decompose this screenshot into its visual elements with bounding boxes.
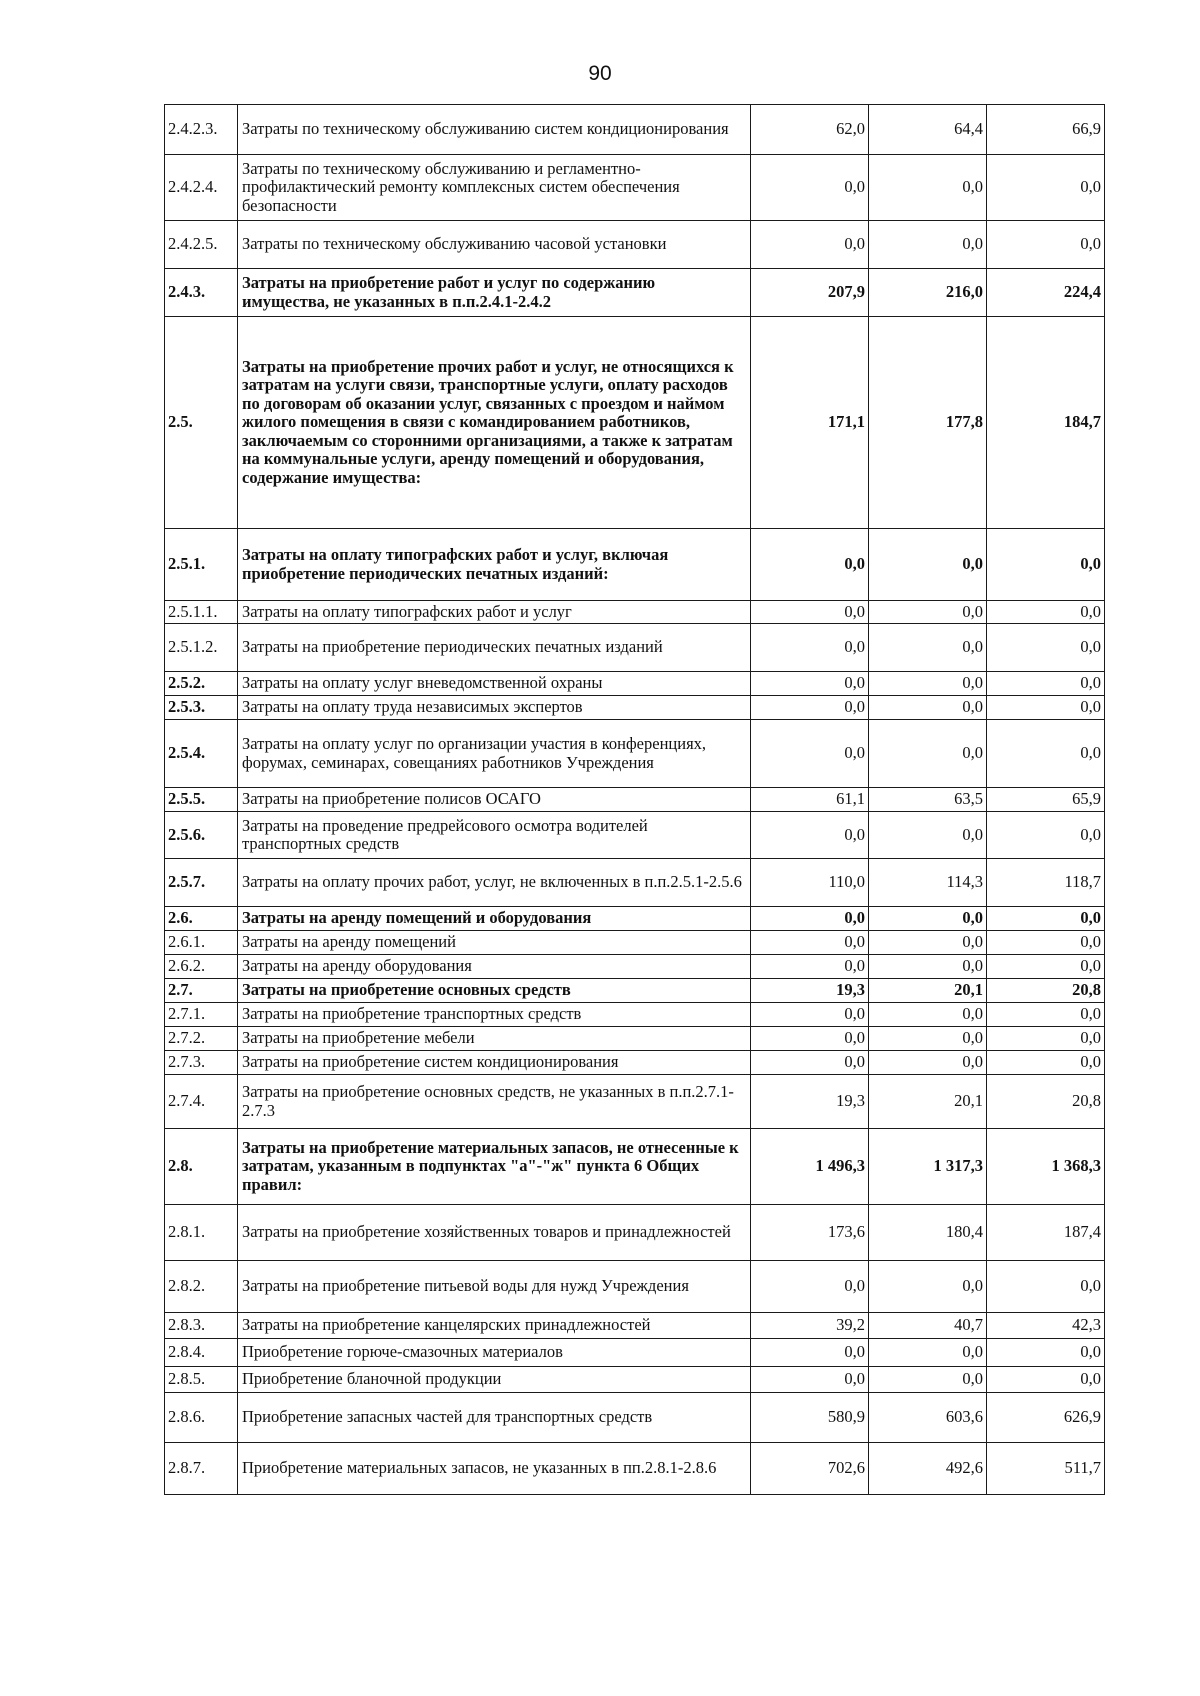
row-value-2: 0,0: [869, 955, 987, 979]
row-name: Затраты на оплату прочих работ, услуг, не включенных в п.п.2.5.1-2.5.6: [238, 859, 751, 907]
row-name: Затраты на аренду оборудования: [238, 955, 751, 979]
table-row: [165, 1443, 1105, 1495]
row-value-2: 603,6: [869, 1393, 987, 1443]
row-value-3: 66,9: [987, 105, 1105, 155]
row-value-3: 0,0: [987, 1339, 1105, 1367]
table-row: [165, 601, 1105, 624]
table-row: [165, 624, 1105, 672]
row-value-2: 0,0: [869, 1027, 987, 1051]
table-row: [165, 672, 1105, 696]
row-code: 2.5.7.: [165, 859, 238, 907]
row-value-3: 0,0: [987, 1003, 1105, 1027]
row-value-1: 0,0: [751, 1261, 869, 1313]
row-code: 2.8.: [165, 1129, 238, 1205]
row-code: 2.5.6.: [165, 812, 238, 859]
row-code: 2.7.2.: [165, 1027, 238, 1051]
row-value-1: 0,0: [751, 1339, 869, 1367]
row-code: 2.5.1.1.: [165, 601, 238, 624]
row-value-2: 0,0: [869, 1339, 987, 1367]
budget-table: [164, 104, 1105, 1495]
row-name: Затраты на оплату типографских работ и услуг, включая приобретение периодических печатных изданий:: [238, 529, 751, 601]
row-value-2: 114,3: [869, 859, 987, 907]
row-code: 2.7.3.: [165, 1051, 238, 1075]
row-value-2: 0,0: [869, 812, 987, 859]
row-value-3: 65,9: [987, 788, 1105, 812]
budget-table-body: [165, 105, 1105, 1495]
row-value-3: 0,0: [987, 624, 1105, 672]
row-value-3: 1 368,3: [987, 1129, 1105, 1205]
row-value-3: 0,0: [987, 1027, 1105, 1051]
row-value-1: 0,0: [751, 1027, 869, 1051]
table-row: [165, 1339, 1105, 1367]
row-code: 2.8.2.: [165, 1261, 238, 1313]
row-code: 2.7.4.: [165, 1075, 238, 1129]
row-value-3: 118,7: [987, 859, 1105, 907]
row-value-3: 0,0: [987, 1051, 1105, 1075]
row-name: Приобретение горюче-смазочных материалов: [238, 1339, 751, 1367]
row-code: 2.8.5.: [165, 1367, 238, 1393]
table-row: [165, 221, 1105, 269]
table-row: [165, 317, 1105, 529]
row-value-2: 64,4: [869, 105, 987, 155]
row-value-2: 0,0: [869, 1003, 987, 1027]
row-value-3: 0,0: [987, 720, 1105, 788]
row-value-1: 0,0: [751, 907, 869, 931]
row-value-1: 0,0: [751, 672, 869, 696]
row-name: Затраты на приобретение систем кондиционирования: [238, 1051, 751, 1075]
row-value-2: 216,0: [869, 269, 987, 317]
row-code: 2.4.3.: [165, 269, 238, 317]
table-row: [165, 1129, 1105, 1205]
row-value-1: 39,2: [751, 1313, 869, 1339]
row-name: Затраты на аренду помещений и оборудования: [238, 907, 751, 931]
row-name: Затраты на приобретение основных средств, не указанных в п.п.2.7.1-2.7.3: [238, 1075, 751, 1129]
row-code: 2.4.2.5.: [165, 221, 238, 269]
row-value-3: 42,3: [987, 1313, 1105, 1339]
row-value-1: 207,9: [751, 269, 869, 317]
row-code: 2.5.4.: [165, 720, 238, 788]
row-value-1: 61,1: [751, 788, 869, 812]
row-code: 2.5.1.: [165, 529, 238, 601]
row-value-3: 0,0: [987, 672, 1105, 696]
row-value-2: 20,1: [869, 979, 987, 1003]
row-value-1: 1 496,3: [751, 1129, 869, 1205]
row-value-2: 40,7: [869, 1313, 987, 1339]
table-row: [165, 529, 1105, 601]
row-value-2: 0,0: [869, 672, 987, 696]
row-value-1: 62,0: [751, 105, 869, 155]
row-value-3: 0,0: [987, 601, 1105, 624]
table-row: [165, 931, 1105, 955]
row-name: Приобретение материальных запасов, не указанных в пп.2.8.1-2.8.6: [238, 1443, 751, 1495]
row-name: Затраты на приобретение материальных запасов, не отнесенные к затратам, указанным в подпунктах "а"-"ж" пункта 6 Общих правил:: [238, 1129, 751, 1205]
row-name: Затраты на приобретение мебели: [238, 1027, 751, 1051]
row-value-3: 0,0: [987, 812, 1105, 859]
row-name: Затраты на оплату типографских работ и услуг: [238, 601, 751, 624]
row-code: 2.4.2.4.: [165, 155, 238, 221]
row-value-2: 0,0: [869, 1367, 987, 1393]
row-code: 2.5.3.: [165, 696, 238, 720]
row-value-3: 0,0: [987, 221, 1105, 269]
row-code: 2.8.3.: [165, 1313, 238, 1339]
row-value-2: 0,0: [869, 720, 987, 788]
table-row: [165, 1003, 1105, 1027]
table-row: [165, 105, 1105, 155]
table-row: [165, 812, 1105, 859]
row-code: 2.8.6.: [165, 1393, 238, 1443]
table-row: [165, 1075, 1105, 1129]
row-value-1: 110,0: [751, 859, 869, 907]
row-value-2: 0,0: [869, 221, 987, 269]
row-value-2: 1 317,3: [869, 1129, 987, 1205]
row-value-3: 0,0: [987, 1367, 1105, 1393]
row-value-1: 0,0: [751, 529, 869, 601]
row-value-3: 626,9: [987, 1393, 1105, 1443]
row-value-3: 0,0: [987, 529, 1105, 601]
row-name: Затраты на приобретение прочих работ и услуг, не относящихся к затратам на услуги связи, транспортные услуги, оплату расходов по договорам об оказании услуг, связанных с проездом и наймом жилого помещения в связи с командированием работников, заключаемым со сторонними организациями, а также к затратам на коммунальные услуги, аренду помещений и оборудования, содержание имущества:: [238, 317, 751, 529]
row-value-1: 0,0: [751, 720, 869, 788]
row-value-1: 0,0: [751, 624, 869, 672]
row-code: 2.6.1.: [165, 931, 238, 955]
row-name: Затраты по техническому обслуживанию и регламентно-профилактический ремонту комплексных систем обеспечения безопасности: [238, 155, 751, 221]
row-name: Затраты по техническому обслуживанию систем кондиционирования: [238, 105, 751, 155]
row-value-2: 0,0: [869, 1051, 987, 1075]
row-value-1: 0,0: [751, 1367, 869, 1393]
table-row: [165, 269, 1105, 317]
table-row: [165, 788, 1105, 812]
row-code: 2.5.1.2.: [165, 624, 238, 672]
row-name: Затраты на приобретение транспортных средств: [238, 1003, 751, 1027]
row-name: Затраты на приобретение хозяйственных товаров и принадлежностей: [238, 1205, 751, 1261]
row-code: 2.6.2.: [165, 955, 238, 979]
row-code: 2.4.2.3.: [165, 105, 238, 155]
row-value-3: 0,0: [987, 931, 1105, 955]
row-value-2: 0,0: [869, 529, 987, 601]
table-row: [165, 1051, 1105, 1075]
row-code: 2.6.: [165, 907, 238, 931]
row-value-1: 702,6: [751, 1443, 869, 1495]
row-code: 2.8.4.: [165, 1339, 238, 1367]
row-value-2: 0,0: [869, 1261, 987, 1313]
row-name: Затраты на приобретение периодических печатных изданий: [238, 624, 751, 672]
row-value-3: 224,4: [987, 269, 1105, 317]
table-row: [165, 720, 1105, 788]
row-code: 2.5.2.: [165, 672, 238, 696]
table-row: [165, 1027, 1105, 1051]
row-name: Затраты на оплату труда независимых экспертов: [238, 696, 751, 720]
row-name: Затраты на приобретение питьевой воды для нужд Учреждения: [238, 1261, 751, 1313]
row-code: 2.7.: [165, 979, 238, 1003]
row-value-1: 0,0: [751, 931, 869, 955]
row-value-3: 20,8: [987, 979, 1105, 1003]
row-value-3: 0,0: [987, 1261, 1105, 1313]
row-value-2: 0,0: [869, 931, 987, 955]
row-name: Приобретение запасных частей для транспортных средств: [238, 1393, 751, 1443]
row-value-2: 492,6: [869, 1443, 987, 1495]
row-value-3: 0,0: [987, 696, 1105, 720]
row-code: 2.8.7.: [165, 1443, 238, 1495]
row-code: 2.5.5.: [165, 788, 238, 812]
row-value-2: 0,0: [869, 696, 987, 720]
row-name: Затраты на приобретение работ и услуг по содержанию имущества, не указанных в п.п.2.4.1-2.4.2: [238, 269, 751, 317]
row-name: Затраты на проведение предрейсового осмотра водителей транспортных средств: [238, 812, 751, 859]
row-name: Затраты на оплату услуг вневедомственной охраны: [238, 672, 751, 696]
row-value-2: 177,8: [869, 317, 987, 529]
row-value-3: 0,0: [987, 907, 1105, 931]
row-value-1: 19,3: [751, 979, 869, 1003]
table-row: [165, 979, 1105, 1003]
row-value-1: 173,6: [751, 1205, 869, 1261]
row-name: Затраты на приобретение основных средств: [238, 979, 751, 1003]
row-value-3: 0,0: [987, 155, 1105, 221]
row-value-1: 0,0: [751, 155, 869, 221]
row-value-1: 0,0: [751, 812, 869, 859]
row-value-1: 0,0: [751, 955, 869, 979]
row-value-1: 19,3: [751, 1075, 869, 1129]
table-row: [165, 696, 1105, 720]
table-row: [165, 955, 1105, 979]
row-value-2: 63,5: [869, 788, 987, 812]
row-name: Затраты на приобретение канцелярских принадлежностей: [238, 1313, 751, 1339]
row-value-2: 0,0: [869, 601, 987, 624]
row-code: 2.8.1.: [165, 1205, 238, 1261]
table-row: [165, 1205, 1105, 1261]
row-value-1: 580,9: [751, 1393, 869, 1443]
row-value-2: 20,1: [869, 1075, 987, 1129]
row-code: 2.5.: [165, 317, 238, 529]
row-value-1: 0,0: [751, 696, 869, 720]
row-value-3: 20,8: [987, 1075, 1105, 1129]
table-row: [165, 1367, 1105, 1393]
row-value-1: 0,0: [751, 221, 869, 269]
table-row: [165, 1313, 1105, 1339]
row-value-1: 0,0: [751, 1003, 869, 1027]
table-row: [165, 907, 1105, 931]
row-value-2: 0,0: [869, 907, 987, 931]
table-row: [165, 1393, 1105, 1443]
table-row: [165, 1261, 1105, 1313]
row-value-1: 0,0: [751, 601, 869, 624]
page-number: 90: [588, 62, 612, 85]
table-row: [165, 859, 1105, 907]
row-name: Затраты на оплату услуг по организации участия в конференциях, форумах, семинарах, совещаниях работников Учреждения: [238, 720, 751, 788]
row-value-2: 180,4: [869, 1205, 987, 1261]
row-name: Затраты на приобретение полисов ОСАГО: [238, 788, 751, 812]
row-value-1: 0,0: [751, 1051, 869, 1075]
row-name: Затраты по техническому обслуживанию часовой установки: [238, 221, 751, 269]
row-value-3: 0,0: [987, 955, 1105, 979]
row-code: 2.7.1.: [165, 1003, 238, 1027]
row-name: Затраты на аренду помещений: [238, 931, 751, 955]
row-value-2: 0,0: [869, 155, 987, 221]
row-value-3: 511,7: [987, 1443, 1105, 1495]
row-value-3: 187,4: [987, 1205, 1105, 1261]
row-value-2: 0,0: [869, 624, 987, 672]
row-value-1: 171,1: [751, 317, 869, 529]
row-value-3: 184,7: [987, 317, 1105, 529]
table-row: [165, 155, 1105, 221]
row-name: Приобретение бланочной продукции: [238, 1367, 751, 1393]
